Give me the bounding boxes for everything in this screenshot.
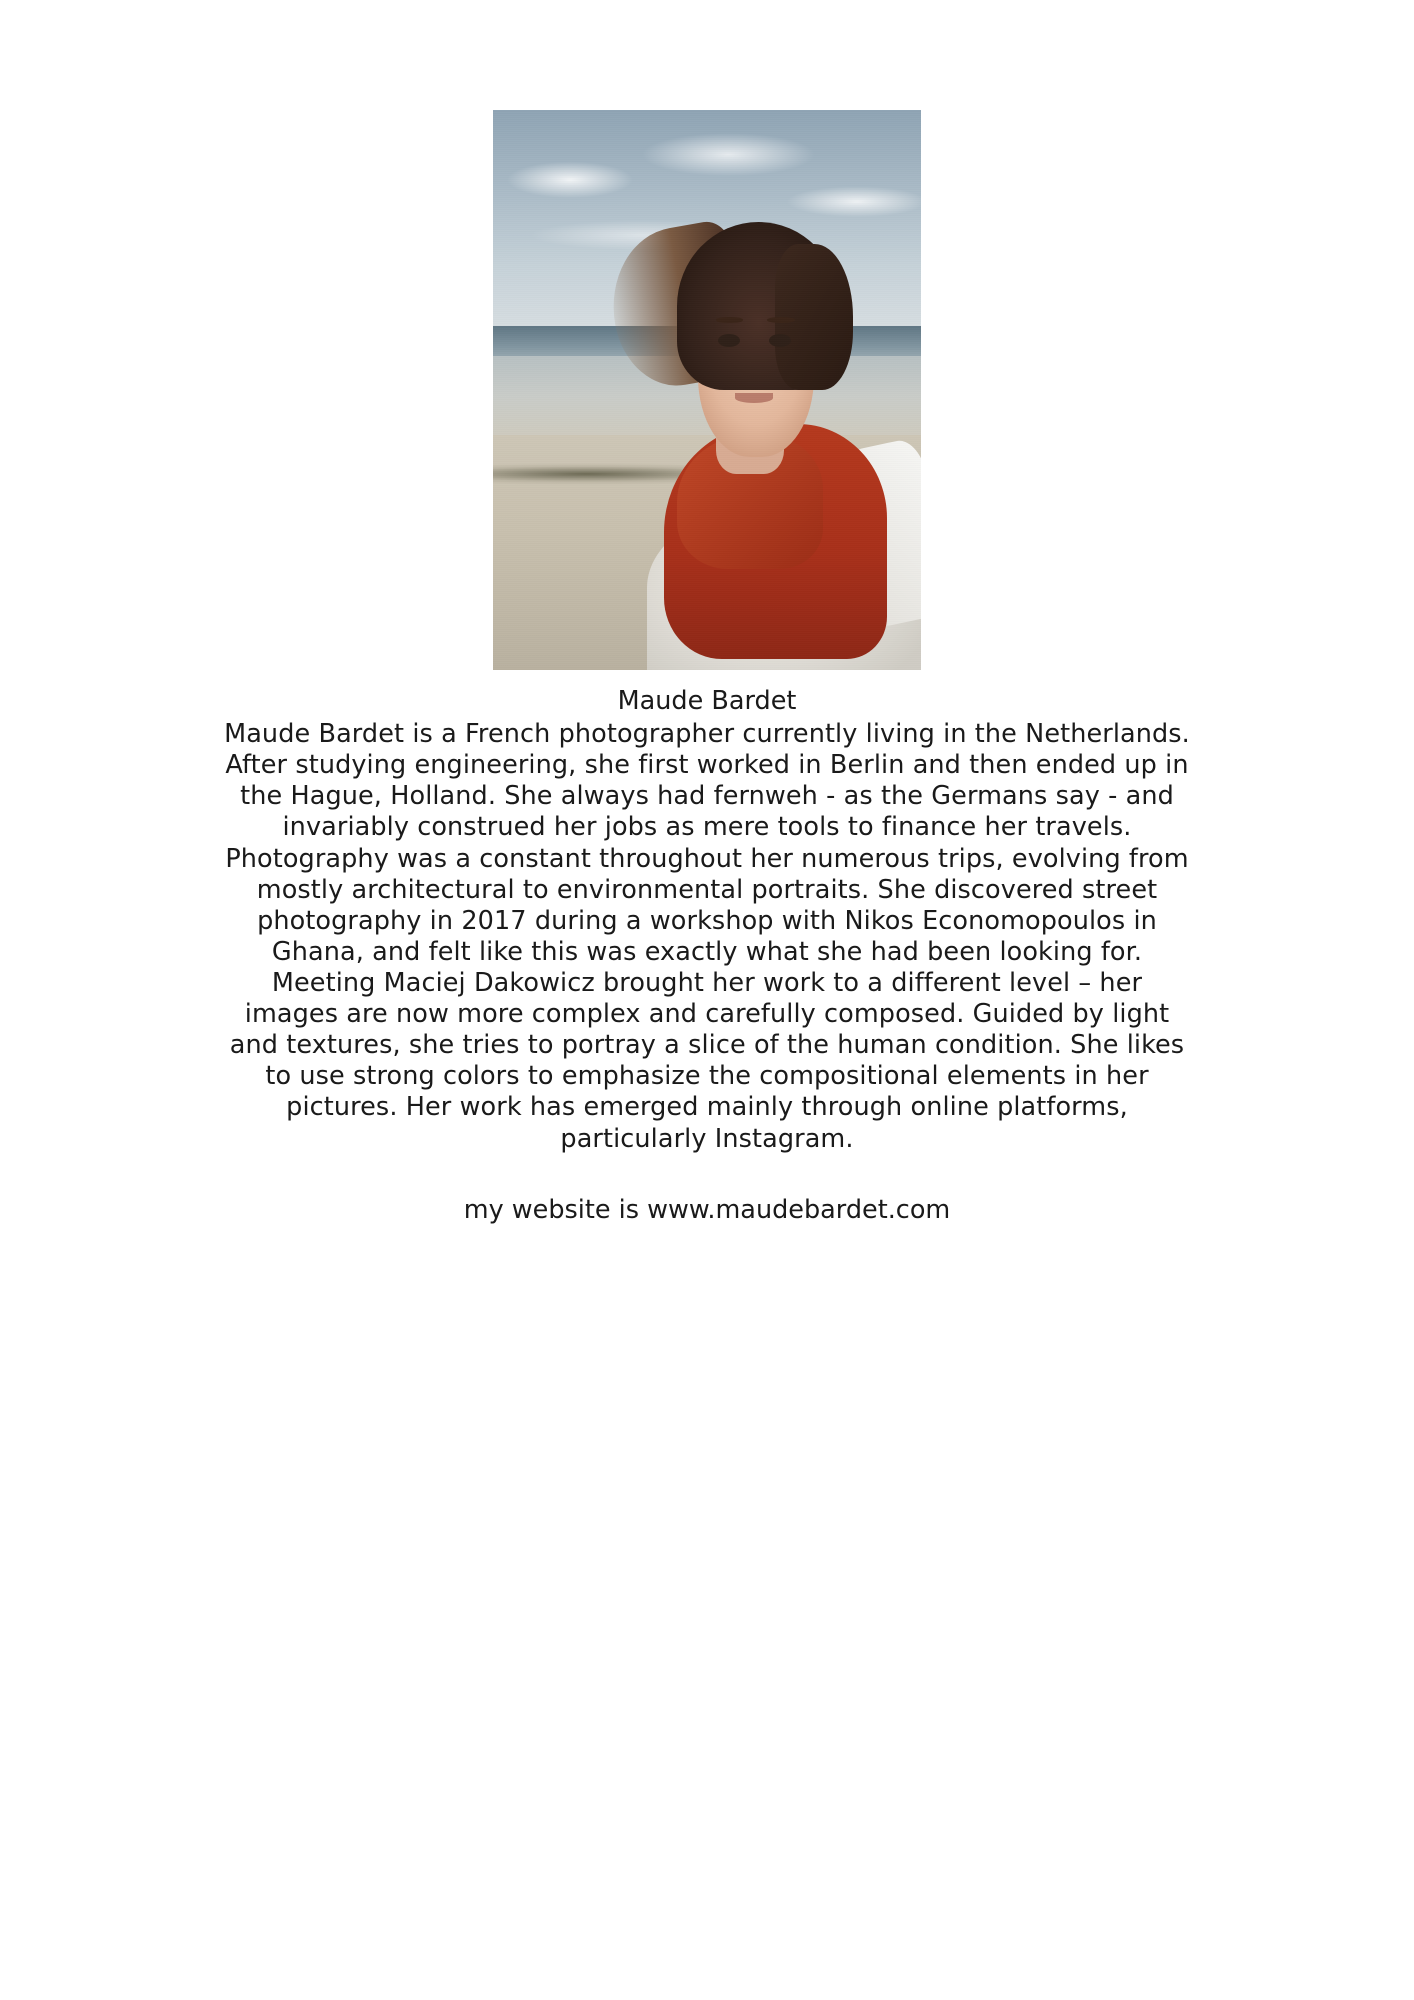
biography-text: Maude Bardet is a French photographer currently living in the Netherlands. After studying engineering, she first worked in Berlin and then ended up in the Hague, Holland. She always had fernweh - as the Germans say - and invariably construed her jobs as mere tools to finance her travels. Photography was a constant throughout her numerous trips, evolving from mostly architectural to environmental portraits. She discovered street photography in 2017 during a workshop with Nikos Economopoulos in Ghana, and felt like this was exactly what she had been looking for. Meeting Maciej Dakowicz brought her work to a different level – her images are now more complex and carefully composed. Guided by light and textures, she tries to portray a slice of the human condition. She likes to use strong colors to emphasize the compositional elements in her pictures. Her work has emerged mainly through online platforms, particularly Instagram.: [224, 719, 1190, 1154]
document-content: [222, 110, 1192, 1226]
mouth: [735, 393, 774, 403]
website-line: my website is www.maudebardet.com: [463, 1194, 951, 1225]
photo-container: [222, 110, 1192, 670]
portrait-photo: [493, 110, 921, 670]
eyebrow-right: [767, 317, 795, 323]
photo-caption: Maude Bardet: [617, 686, 797, 716]
photo-subject: [493, 110, 921, 670]
eyebrow-left: [716, 317, 744, 323]
